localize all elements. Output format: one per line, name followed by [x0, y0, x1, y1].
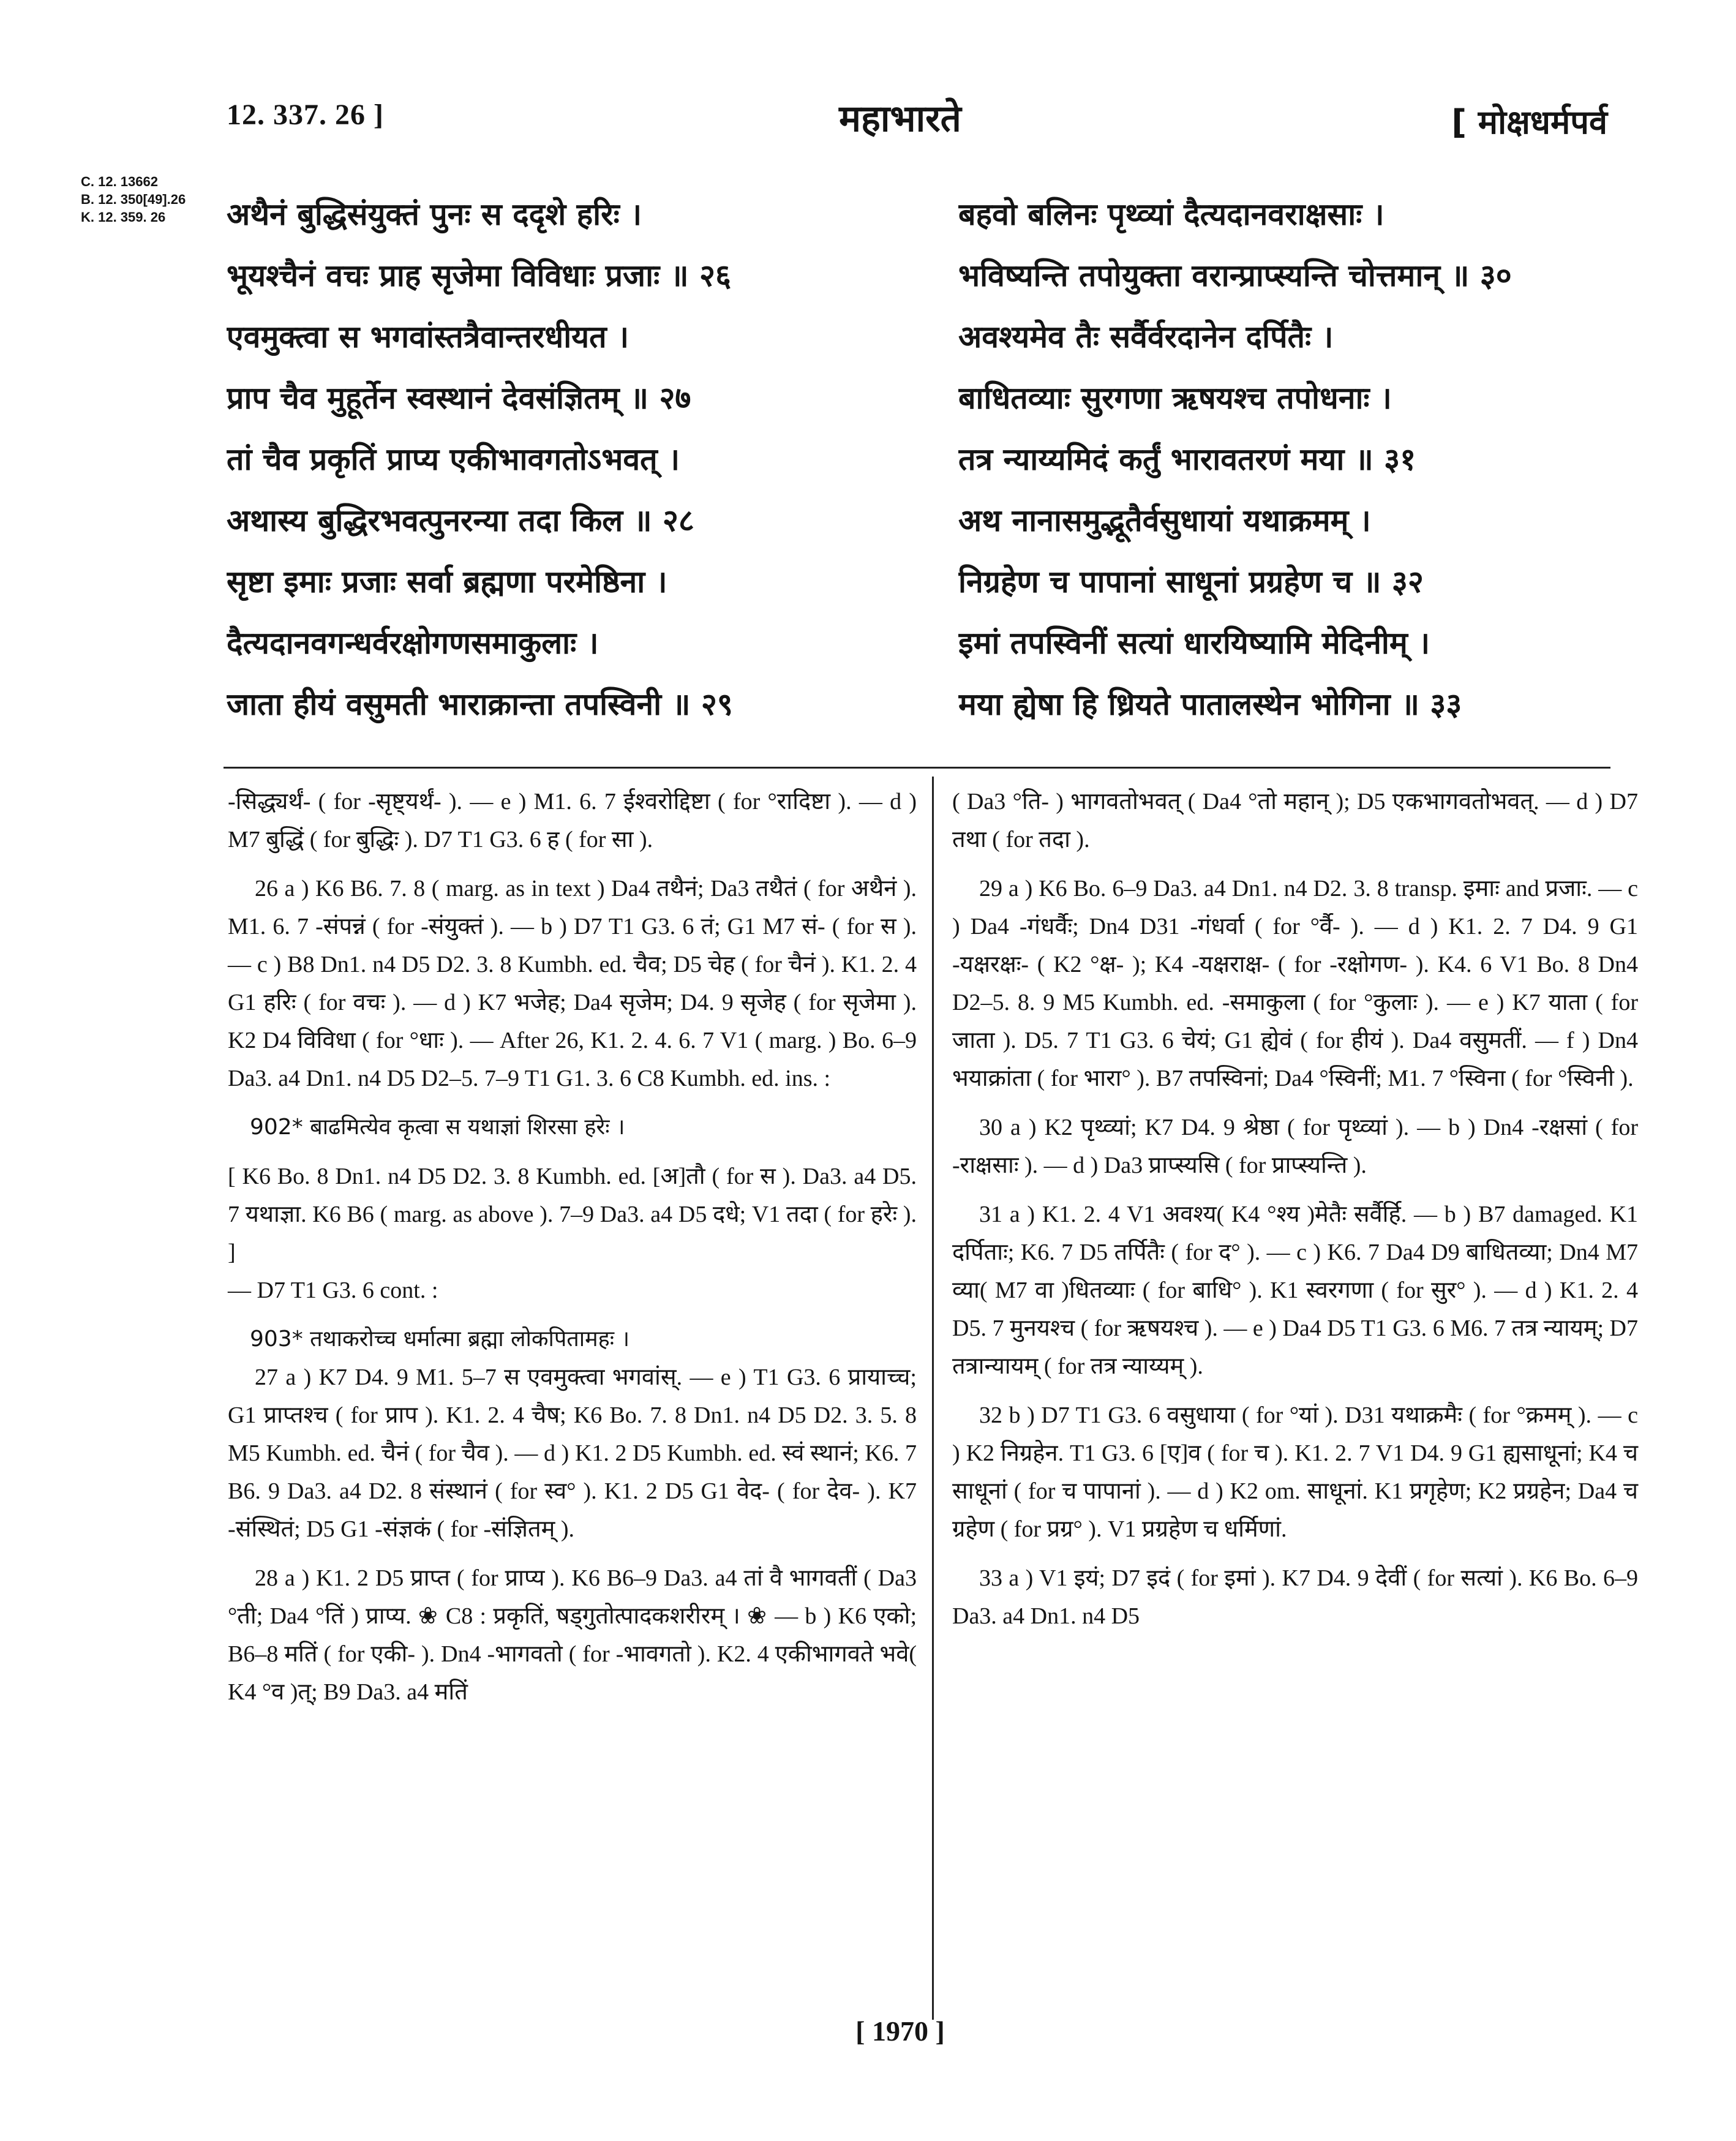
verse-line: तां चैव प्रकृतिं प्राप्य एकीभावगतोऽभवत् ।: [227, 442, 680, 477]
apparatus-note: 30 a ) K2 पृथ्व्यां; K7 D4. 9 श्रेष्ठा ( for पृथ्व्यां ). — b ) Dn4 -रक्षसां ( for -राक्षसाः ). — d ) Da3 प्राप्स्यसि ( for प्राप्स्यन्ति ).: [952, 1115, 1638, 1178]
additional-passage: 902* बाढमित्येव कृत्वा स यथाज्ञां शिरसा हरेः ।: [250, 1115, 625, 1140]
verse-line: अथास्य बुद्धिरभवत्पुनरन्या तदा किल ॥ २८: [227, 503, 694, 538]
verse-line: भूयश्चैनं वचः प्राह सृजेमा विविधाः प्रजाः ॥ २६: [227, 258, 731, 293]
page-number: [ 1970 ]: [855, 2015, 945, 2047]
apparatus-note: -सिद्ध्यर्थं- ( for -सृष्ट्यर्थं- ). — e ) M1. 6. 7 ईश्वरोद्दिष्टा ( for °रादिष्टा ). — d ) M7 बुद्धिं ( for बुद्धिः ). D7 T1 G3. 6 ह ( for सा ).: [228, 789, 917, 852]
critical-apparatus-left: [228, 783, 917, 1722]
concordance-references: [81, 173, 186, 226]
additional-passage: 903* तथाकरोच्च धर्मात्मा ब्रह्मा लोकपितामहः ।: [250, 1326, 630, 1352]
apparatus-note: — D7 T1 G3. 6 cont. :: [228, 1277, 438, 1303]
apparatus-note: 26 a ) K6 B6. 7. 8 ( marg. as in text ) Da4 तथैनं; Da3 तथैतं ( for अथैनं ). M1. 6. 7 -संपन्नं ( for -संयुक्तं ). — b ) D7 T1 G3. 6 तं; G1 M7 सं- ( for स ). — c ) B8 Dn1. n4 D5 D2. 3. 8 Kumbh. ed. चैव; D5 चेह ( for चैनं ). K1. 2. 4 G1 हरिः ( for वचः ). — d ) K7 भजेह; Da4 सृजेम; D4. 9 सृजेह ( for सृजेमा ). K2 D4 विविधा ( for °धाः ). — After 26, K1. 2. 4. 6. 7 V1 ( marg. ) Bo. 6–9 Da3. a4 Dn1. n4 D5 D2–5. 7–9 T1 G1. 3. 6 C8 Kumbh. ed. ins. :: [228, 876, 917, 1091]
verse-line: एवमुक्त्वा स भगवांस्तत्रैवान्तरधीयत ।: [227, 319, 629, 355]
column-divider: [932, 777, 934, 2020]
verse-line: जाता हीयं वसुमती भाराक्रान्ता तपस्विनी ॥ २९: [227, 687, 733, 722]
verse-line: बाधितव्याः सुरगणा ऋषयश्च तपोधनाः ।: [958, 380, 1392, 416]
apparatus-note: [ K6 Bo. 8 Dn1. n4 D5 D2. 3. 8 Kumbh. ed. [अ]तौ ( for स ). Da3. a4 D5. 7 यथाज्ञा. K6 B6 ( marg. as above ). 7–9 Da3. a4 D5 दधे; V1 तदा ( for हरेः ). ]: [228, 1164, 917, 1265]
concordance-kumbhakonam: K. 12. 359. 26: [81, 209, 166, 225]
verse-line: सृष्टा इमाः प्रजाः सर्वा ब्रह्मणा परमेष्ठिना ।: [227, 564, 667, 600]
verse-line: इमां तपस्विनीं सत्यां धारयिष्यामि मेदिनीम् ।: [958, 625, 1430, 661]
verse-column-left: [227, 184, 876, 735]
apparatus-note: 32 b ) D7 T1 G3. 6 वसुधाया ( for °यां ). D31 यथाक्रमैः ( for °क्रमम् ). — c ) K2 निग्रहेन. T1 G3. 6 [ए]व ( for च ). K1. 2. 7 V1 D4. 9 G1 ह्यसाधूनां; K4 च साधूनां ( for च पापानां ). — d ) K2 om. साधूनां. K1 प्रगृहेण; K2 प्रग्रहेन; Da4 च ग्रहेण ( for प्रग्र° ). V1 प्रग्रहेण च धर्मिणां.: [952, 1402, 1638, 1542]
verse-line: निग्रहेण च पापानां साधूनां प्रग्रहेण च ॥ ३२: [958, 564, 1424, 600]
verse-line: भविष्यन्ति तपोयुक्ता वरान्प्राप्स्यन्ति चोत्तमान् ॥ ३०: [958, 258, 1512, 293]
running-head-title: महाभारते: [839, 97, 961, 140]
concordance-bombay: B. 12. 350[49].26: [81, 192, 186, 207]
verse-line: मया ह्येषा हि ध्रियते पातालस्थेन भोगिना ॥ ३३: [958, 687, 1462, 722]
apparatus-note: ( Da3 °ति- ) भागवतोभवत् ( Da4 °तो महान् ); D5 एकभागवतोभवत्. — d ) D7 तथा ( for तदा ).: [952, 789, 1638, 852]
running-head-section: [ मोक्षधर्मपर्व: [1451, 103, 1607, 141]
apparatus-note: 29 a ) K6 Bo. 6–9 Da3. a4 Dn1. n4 D2. 3. 8 transp. इमाः and प्रजाः. — c ) Da4 -गंधर्वैः; Dn4 D31 -गंधर्वा ( for °र्वै- ). — d ) K1. 2. 7 D4. 9 G1 -यक्षरक्षः- ( K2 °क्ष- ); K4 -यक्षराक्ष- ( for -रक्षोगण- ). K4. 6 V1 Bo. 8 Dn4 D2–5. 8. 9 M5 Kumbh. ed. -समाकुला ( for °कुलाः ). — e ) K7 याता ( for जाता ). D5. 7 T1 G3. 6 चेयं; G1 ह्येवं ( for हीयं ). Da4 वसुमतीं. — f ) Dn4 भयाक्रांता ( for भारा° ). B7 तपस्विनां; Da4 °स्विनीं; M1. 7 °स्विना ( for °स्विनी ).: [952, 876, 1638, 1091]
apparatus-note: 27 a ) K7 D4. 9 M1. 5–7 स एवमुक्त्वा भगवांस्. — e ) T1 G3. 6 प्रायाच्च; G1 प्राप्तश्च ( for प्राप ). K1. 2. 4 चैष; K6 Bo. 7. 8 Dn1. n4 D5 D2. 3. 5. 8 M5 Kumbh. ed. चैनं ( for चैव ). — d ) K1. 2 D5 Kumbh. ed. स्वं स्थानं; K6. 7 B6. 9 Da3. a4 D2. 8 संस्थानं ( for स्व° ). K1. 2 D5 G1 वेद- ( for देव- ). K7 -संस्थितं; D5 G1 -संज्ञकं ( for -संज्ञितम् ).: [228, 1364, 917, 1542]
apparatus-note: 31 a ) K1. 2. 4 V1 अवश्य( K4 °श्य )मेतैः सर्वैर्हि. — b ) B7 damaged. K1 दर्पिताः; K6. 7 D5 तर्पितैः ( for द° ). — c ) K6. 7 Da4 D9 बाधितव्या; Dn4 M7 व्या( M7 वा )धितव्याः ( for बाधि° ). K1 स्वरगणा ( for सुर° ). — d ) K1. 2. 4 D5. 7 मुनयश्च ( for ऋषयश्च ). — e ) Da4 D5 T1 G3. 6 M6. 7 तत्र न्यायम्; D7 तत्रान्यायम् ( for तत्र न्याय्यम् ).: [952, 1202, 1638, 1379]
verse-line: अवश्यमेव तैः सर्वैर्वरदानेन दर्पितैः ।: [958, 319, 1334, 355]
verse-line: अथ नानासमुद्भूतैर्वसुधायां यथाक्रमम् ।: [958, 503, 1371, 538]
apparatus-note: 33 a ) V1 इयं; D7 इदं ( for इमां ). K7 D4. 9 देवीं ( for सत्यां ). K6 Bo. 6–9 Da3. a4 Dn1. n4 D5: [952, 1565, 1638, 1629]
verse-line: तत्र न्याय्यमिदं कर्तुं भारावतरणं मया ॥ ३१: [958, 442, 1416, 477]
critical-apparatus-right: [952, 783, 1638, 1646]
concordance-calcutta: C. 12. 13662: [81, 174, 158, 189]
verse-line: दैत्यदानवगन्धर्वरक्षोगणसमाकुलाः ।: [227, 625, 599, 661]
verse-line: अथैनं बुद्धिसंयुक्तं पुनः स ददृशे हरिः ।: [227, 197, 642, 232]
verse-line: प्राप चैव मुहूर्तेन स्वस्थानं देवसंज्ञितम् ॥ २७: [227, 380, 691, 416]
separator-rule: [224, 767, 1610, 769]
verse-line: बहवो बलिनः पृथ्व्यां दैत्यदानवराक्षसाः ।: [958, 197, 1385, 232]
apparatus-note: 28 a ) K1. 2 D5 प्राप्त ( for प्राप्य ). K6 B6–9 Da3. a4 तां वै भागवतीं ( Da3 °ती; Da4 °तिं ) प्राप्य. ❀ C8 : प्रकृतिं, षड्गुतोत्पादकशरीरम् । ❀ — b ) K6 एको; B6–8 मतिं ( for एकी- ). Dn4 -भागवतो ( for -भावगतो ). K2. 4 एकीभागवते भवे( K4 °व )त्; B9 Da3. a4 मतिं: [228, 1565, 917, 1705]
verse-column-right: [958, 184, 1632, 735]
running-head-reference: 12. 337. 26 ]: [227, 99, 384, 131]
